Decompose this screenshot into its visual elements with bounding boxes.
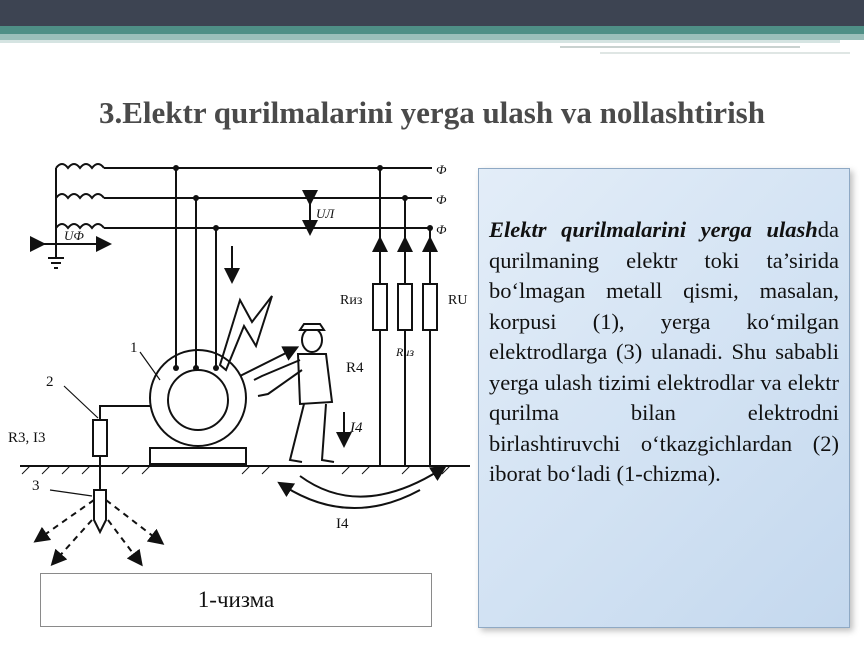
resistor-riz [373,284,387,330]
label-r-iz: Rиз [396,345,415,359]
header-bar [0,0,864,26]
label-r3-i3: R3, I3 [8,430,46,446]
label-phase: Ф [436,222,447,237]
decor-line [600,52,850,54]
label-i4: I4 [336,516,349,532]
figure-caption [40,573,432,627]
resistor-ru [423,284,437,330]
label-num: 1 [130,340,138,356]
description-term: Elektr qurilmalarini yerga ulash [489,217,818,242]
label-i4: I4 [350,420,363,436]
description-box [478,168,850,628]
lightning-icon [220,296,272,370]
header-stripe-pale [0,40,840,43]
person-figure [254,324,334,462]
label-r4: R4 [346,360,364,376]
label-num: 3 [32,478,40,494]
label-u-line: UЛ [316,206,335,221]
motor-housing [150,350,246,446]
decor-line [560,46,800,48]
label-r-iz: Rиз [340,293,363,308]
grounding-conductor [100,406,150,420]
header-stripe [0,26,864,34]
resistor-riz [398,284,412,330]
label-phase: Ф [436,192,447,207]
ground-electrode [94,490,106,532]
label-num: 2 [46,374,54,390]
generator-coil [56,194,104,198]
description-text: da qurilmaning elektr toki ta’sirida bo‘lmagan metall qismi, masalan, korpusi (1), yerga ko‘milgan elektrodlarga (3) ulanadi. Shu sababli yerga ulash tizimi elektrodlar va elektr qurilma bilan elektrodni birlashtiruvchi o‘tkazgichlardan (2) iborat bo‘ladi (1-chizma). [489,217,839,486]
generator-coil [56,164,104,168]
caption-text: 1-чизма [197,587,275,612]
resistor-r3 [93,420,107,456]
label-u-phase: UФ [64,228,84,243]
slide-title: 3.Elektr qurilmalarini yerga ulash va nollashtirish [98,95,765,130]
label-r-u: RU [448,293,468,308]
label-phase: Ф [436,162,447,177]
grounding-diagram [0,160,480,580]
